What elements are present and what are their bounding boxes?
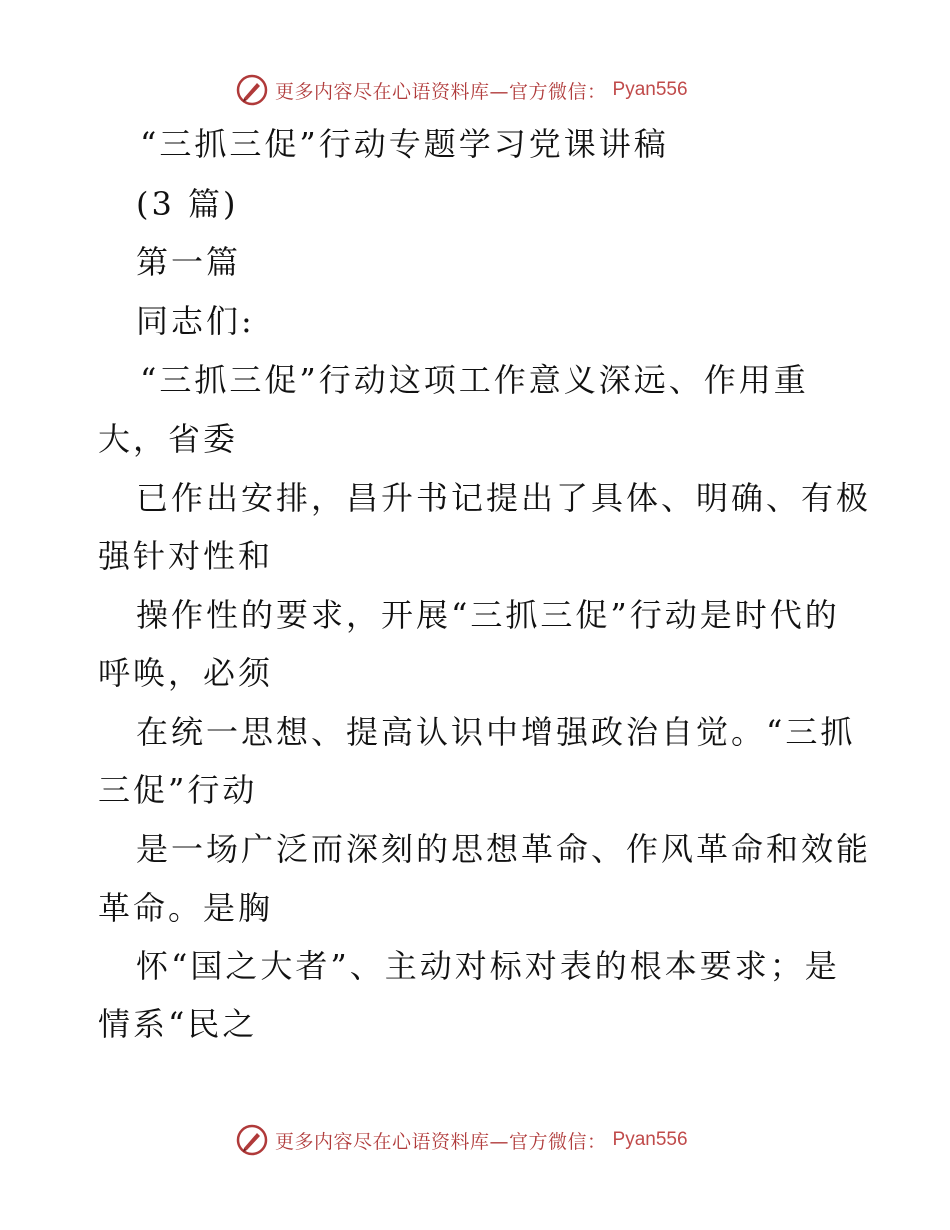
header-watermark [235, 72, 688, 108]
paragraph-line: “三抓三促”行动这项工作意义深远、作用重 [140, 361, 809, 399]
paragraph-line: 在统一思想、提高认识中增强政治自觉。“三抓 [136, 713, 856, 751]
paragraph-line: 大，省委 [98, 420, 239, 458]
paragraph-line: 情系“民之 [98, 1005, 258, 1043]
paragraph-line: 怀“国之大者”、主动对标对表的根本要求；是 [136, 947, 840, 985]
document-subtitle: (3 篇) [136, 185, 239, 223]
paragraph-line: 已作出安排，昌升书记提出了具体、明确、有极 [136, 479, 872, 517]
watermark-wechat-id: Pyan556 [612, 1129, 688, 1150]
document-title: “三抓三促”行动专题学习党课讲稿 [140, 125, 669, 163]
paragraph-line: 是一场广泛而深刻的思想革命、作风革命和效能 [136, 830, 872, 868]
pen-logo-icon [235, 1123, 269, 1157]
paragraph-line: 强针对性和 [98, 537, 274, 575]
footer-watermark [235, 1122, 688, 1158]
watermark-wechat-id: Pyan556 [612, 79, 688, 100]
paragraph-line: 呼唤，必须 [98, 654, 274, 692]
paragraph-line: 革命。是胸 [98, 889, 274, 927]
section-heading: 第一篇 [136, 243, 242, 281]
greeting: 同志们: [136, 302, 255, 340]
watermark-text: 更多内容尽在心语资料库—官方微信： [275, 80, 607, 103]
paragraph-line: 操作性的要求，开展“三抓三促”行动是时代的 [136, 596, 840, 634]
pen-logo-icon [235, 73, 269, 107]
paragraph-line: 三促”行动 [98, 771, 258, 809]
watermark-text: 更多内容尽在心语资料库—官方微信： [275, 1130, 607, 1153]
